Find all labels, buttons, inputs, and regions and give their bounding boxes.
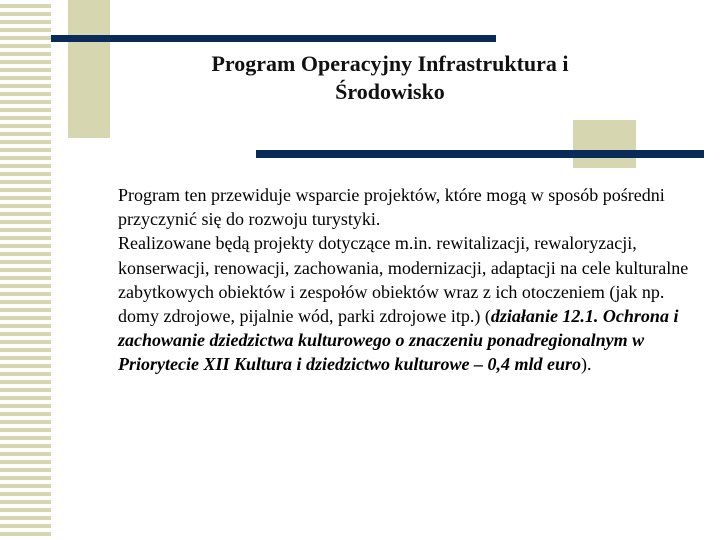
paragraph-2-close-paren: ). (581, 354, 592, 375)
paragraph-2-emphasis: działanie 12.1. Ochrona i zachowanie dziedzictwa kulturowego o znaczeniu ponadregionalnym w Priorytecie XII Kultura i dziedzictwo kulturowe – 0,4 mld euro (118, 306, 679, 375)
paragraph-2 (118, 231, 693, 376)
paragraph-2-text: Realizowane będą projekty dotyczące m.in. rewitalizacji, rewaloryzacji, konserwacji, renowacji, zachowania, modernizacji, adaptacji na cele kulturalne zabytkowych obiektów i zespołów obiektów wraz z ich otoczeniem (jak np. domy zdrojowe, pijalnie wód, parki zdrojowe itp.) (118, 233, 689, 327)
slide-title (150, 50, 630, 106)
paragraph-2-open-paren: ( (480, 306, 491, 327)
decorative-stripes (0, 0, 51, 540)
decorative-block-right (573, 120, 636, 168)
accent-bar-bottom (256, 150, 704, 158)
decorative-block-top-left (68, 0, 110, 138)
paragraph-1: Program ten przewiduje wsparcie projektów, które mogą w sposób pośredni przyczynić się do rozwoju turystyki. (118, 185, 665, 230)
accent-bar-top (51, 35, 496, 42)
slide-body (118, 183, 693, 377)
slide-title-line-2: Środowisko (335, 79, 445, 104)
slide-title-line-1: Program Operacyjny Infrastruktura i (211, 51, 569, 76)
